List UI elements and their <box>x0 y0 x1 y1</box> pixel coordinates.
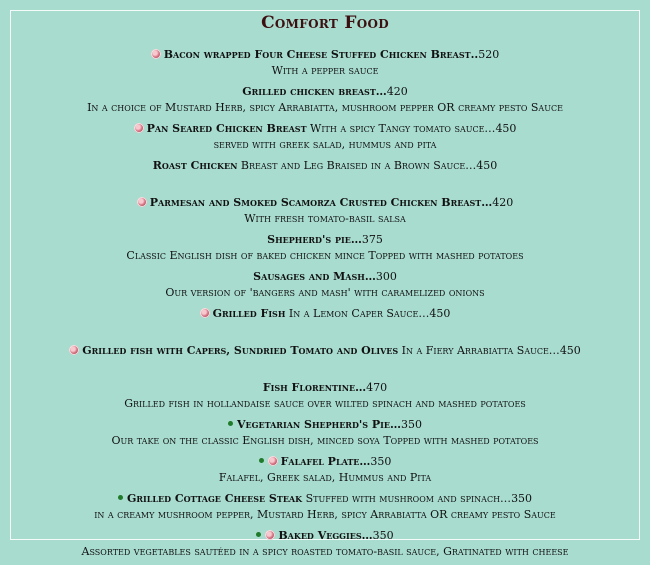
menu-item <box>11 343 639 380</box>
menu-item-line1 <box>253 270 397 283</box>
menu-item <box>11 84 639 121</box>
menu-item-description: Breast and Leg Braised in a Brown Sauce… <box>237 159 477 172</box>
menu-item-price: 420 <box>386 85 408 98</box>
menu-item-name: Shepherd's pie… <box>267 233 362 246</box>
menu-item-detail: Our version of 'bangers and mash' with caramelized onions <box>165 286 485 299</box>
menu-item-price: 450 <box>559 344 581 357</box>
menu-item-name: Roast Chicken <box>152 159 238 172</box>
menu-item-name: Grilled Cottage Cheese Steak <box>126 492 303 505</box>
menu-item-line1 <box>267 233 383 246</box>
menu-item-line1 <box>153 159 498 172</box>
menu-item-line1 <box>151 48 500 61</box>
menu-item-price: 300 <box>375 270 397 283</box>
menu-item-detail: With a pepper sauce <box>271 64 379 77</box>
menu-item-name: Sausages and Mash… <box>253 270 376 283</box>
menu-item-detail: Grilled fish in hollandaise sauce over wilted spinach and mashed potatoes <box>124 397 526 410</box>
menu-item <box>11 121 639 158</box>
menu-item-description: With a spicy Tangy tomato sauce… <box>306 122 496 135</box>
menu-item-line1 <box>259 455 392 468</box>
rose-icon <box>200 308 210 318</box>
menu-item <box>11 380 639 417</box>
menu-item <box>11 232 639 269</box>
menu-item-price: 450 <box>429 307 451 320</box>
menu-item-price: 350 <box>400 418 422 431</box>
menu-item-name: Vegetarian Shepherd's Pie… <box>237 418 401 431</box>
menu-item <box>11 195 639 232</box>
menu-item-name: Grilled fish with Capers, Sundried Tomato and Olives <box>82 344 399 357</box>
menu-item <box>11 47 639 84</box>
menu-item-list <box>11 47 639 565</box>
menu-item <box>11 158 639 195</box>
menu-item-line1 <box>256 529 393 542</box>
menu-item <box>11 269 639 306</box>
rose-icon <box>134 123 144 133</box>
menu-item-detail: Assorted vegetables sautéed in a spicy roasted tomato-basil sauce, Gratinated with cheese <box>81 545 569 558</box>
rose-icon <box>69 345 79 355</box>
menu-item-line1 <box>118 492 532 505</box>
menu-item-detail: In a choice of Mustard Herb, spicy Arrabiatta, mushroom pepper OR creamy pesto Sauce <box>87 101 563 114</box>
menu-item <box>11 528 639 565</box>
menu-item-line1 <box>228 418 422 431</box>
rose-icon <box>265 530 275 540</box>
menu-item-price: 450 <box>495 122 517 135</box>
veg-dot-icon <box>256 532 261 537</box>
menu-item-detail: served with greek salad, hummus and pita <box>213 138 437 151</box>
rose-icon <box>268 456 278 466</box>
menu-item <box>11 454 639 491</box>
menu-item-description: In a Lemon Caper Sauce… <box>285 307 430 320</box>
menu-item-line1 <box>200 307 451 320</box>
menu-item-description: In a Fiery Arrabiatta Sauce… <box>398 344 560 357</box>
rose-icon <box>151 49 161 59</box>
veg-dot-icon <box>259 458 264 463</box>
menu-item-detail: in a creamy mushroom pepper, Mustard Herb, spicy Arrabiatta OR creamy pesto Sauce <box>94 508 556 521</box>
menu-item <box>11 491 639 528</box>
menu-item-description: Stuffed with mushroom and spinach… <box>302 492 512 505</box>
menu-item-name: Fish Florentine… <box>262 381 367 394</box>
veg-dot-icon <box>118 495 123 500</box>
section-title: Comfort Food <box>249 11 401 35</box>
menu-item-line1 <box>134 122 517 135</box>
menu-item-line1 <box>263 381 387 394</box>
menu-item <box>11 306 639 343</box>
menu-item-price: 350 <box>372 529 394 542</box>
menu-item-name: Pan Seared Chicken Breast <box>146 122 307 135</box>
menu-item-price: 350 <box>511 492 533 505</box>
menu-item-price: 520 <box>478 48 500 61</box>
veg-dot-icon <box>228 421 233 426</box>
menu-item-price: 470 <box>366 381 388 394</box>
menu-item-line1 <box>242 85 408 98</box>
menu-item-detail: Our take on the classic English dish, minced soya Topped with mashed potatoes <box>111 434 539 447</box>
menu-item-name: Bacon wrapped Four Cheese Stuffed Chicken Breast.. <box>163 48 479 61</box>
menu-item-line1 <box>137 196 514 209</box>
menu-item-price: 450 <box>476 159 498 172</box>
menu-item-line1 <box>69 344 581 357</box>
rose-icon <box>137 197 147 207</box>
menu-item-name: Grilled Fish <box>212 307 286 320</box>
menu-item-detail: Classic English dish of baked chicken mince Topped with mashed potatoes <box>126 249 524 262</box>
menu-item-price: 375 <box>361 233 383 246</box>
menu-item <box>11 417 639 454</box>
menu-item-price: 350 <box>370 455 392 468</box>
menu-item-detail: With fresh tomato-basil salsa <box>244 212 406 225</box>
menu-item-price: 420 <box>492 196 514 209</box>
menu-item-name: Baked Veggies… <box>278 529 373 542</box>
menu-frame <box>10 10 640 558</box>
menu-item-name: Falafel Plate… <box>280 455 371 468</box>
menu-item-detail: Falafel, Greek salad, Hummus and Pita <box>218 471 432 484</box>
menu-item-name: Grilled chicken breast… <box>242 85 387 98</box>
menu-item-name: Parmesan and Smoked Scamorza Crusted Chicken Breast… <box>149 196 493 209</box>
